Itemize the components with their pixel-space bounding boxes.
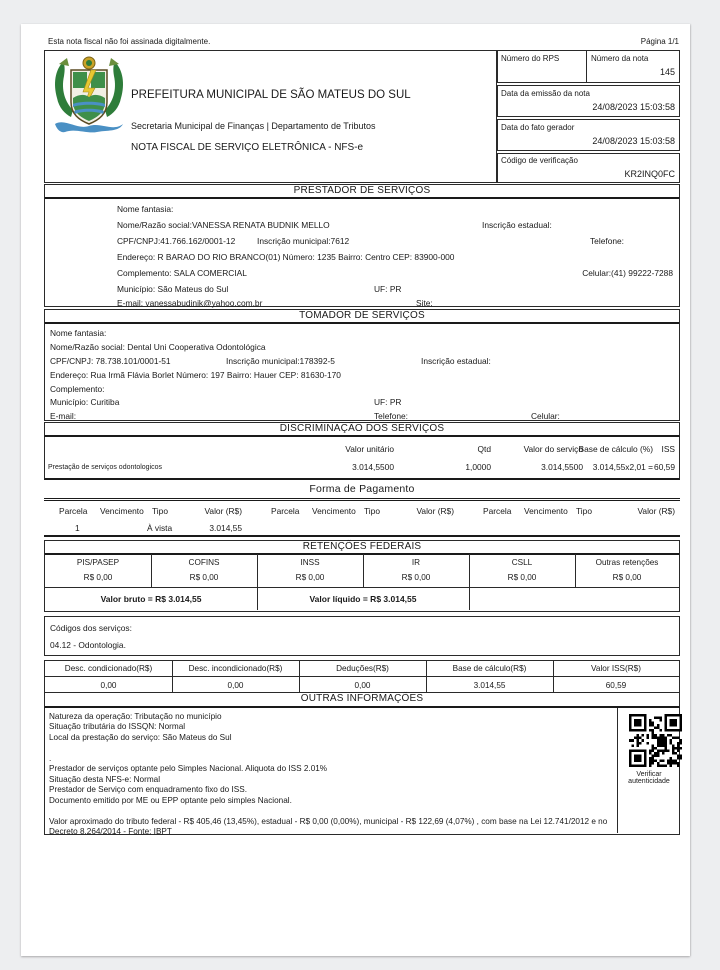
retentions-table	[44, 554, 680, 612]
invoice-number-label: Número da nota	[591, 54, 649, 63]
service-qty: 1,0000	[465, 462, 491, 472]
provider-address-complement: Complemento: SALA COMERCIAL	[117, 268, 247, 278]
rps-nota-box	[497, 50, 680, 83]
services-col-qty: Qtd	[477, 444, 491, 454]
payment-section-title: Forma de Pagamento	[44, 483, 680, 501]
customer-state: UF: PR	[374, 397, 402, 407]
service-unit-value: 3.014,5500	[352, 462, 394, 472]
issuer-department: Secretaria Municipal de Finanças | Departamento de Tributos	[131, 121, 376, 131]
taxable-event-date-value: 24/08/2023 15:03:58	[592, 136, 675, 146]
provider-cpf-cnpj: CPF/CNPJ:41.766.162/0001-12	[117, 236, 236, 246]
services-col-calc-base: Base de cálculo (%)	[578, 444, 653, 454]
gross-value: Valor bruto = R$ 3.014,55	[100, 594, 202, 604]
issue-date-value: 24/08/2023 15:03:58	[592, 102, 675, 112]
retention-inss-value: R$ 0,00	[295, 573, 325, 582]
customer-municipal-registration: Inscrição municipal:178392-5	[226, 356, 335, 366]
provider-trade-name-label: Nome fantasia:	[117, 204, 174, 214]
provider-address: Endereço: R BARAO DO RIO BRANCO(01) Número: 1235 Bairro: Centro CEP: 83900-000	[117, 252, 455, 262]
customer-legal-name: Nome/Razão social: Dental Uni Cooperativa Odontológica	[50, 342, 266, 352]
customer-trade-name-label: Nome fantasia:	[50, 328, 107, 338]
provider-legal-name: Nome/Razão social:VANESSA RENATA BUDNIK MELLO	[117, 220, 330, 230]
iss-value-label: Valor ISS(R$)	[591, 664, 641, 673]
payment-table	[44, 501, 680, 537]
retention-ir-value: R$ 0,00	[401, 573, 431, 582]
cond-discount-label: Desc. condicionado(R$)	[64, 664, 153, 673]
other-info-line	[49, 743, 609, 753]
payment-type-value: À vista	[147, 523, 173, 533]
other-info-line: Local da prestação do serviço: São Mateus do Sul	[49, 732, 232, 742]
payment-col-value-3: Valor (R$)	[637, 506, 675, 516]
other-info-line: .	[49, 753, 52, 763]
retention-cofins-label: COFINS	[188, 558, 220, 567]
iss-amount-value: 60,59	[605, 681, 627, 690]
customer-address-complement-label: Complemento:	[50, 384, 105, 394]
customer-address: Endereço: Rua Irmã Flávia Borlet Número: 197 Bairro: Hauer CEP: 81630-170	[50, 370, 341, 380]
provider-city: Município: São Mateus do Sul	[117, 284, 229, 294]
cond-discount-value: 0,00	[100, 681, 117, 690]
retention-pis-value: R$ 0,00	[83, 573, 113, 582]
provider-mobile: Celular:(41) 99222-7288	[582, 268, 673, 278]
service-value: 3.014,5500	[541, 462, 583, 472]
taxable-event-date-label: Data do fato gerador	[501, 123, 575, 132]
provider-section-title: PRESTADOR DE SERVIÇOS	[44, 184, 680, 199]
provider-phone-label: Telefone:	[590, 236, 624, 246]
other-info-line: Prestador de Serviço com enquadramento fixo do ISS.	[49, 785, 247, 795]
customer-section-box	[44, 323, 680, 421]
customer-phone-label: Telefone:	[374, 411, 408, 421]
invoice-number-value: 145	[659, 67, 675, 77]
retention-ir-label: IR	[411, 558, 421, 567]
retention-cofins-value: R$ 0,00	[189, 573, 219, 582]
payment-col-due-date-2: Vencimento	[312, 506, 356, 516]
page-indicator: Página 1/1	[640, 37, 679, 46]
customer-email-label: E-mail:	[50, 411, 77, 421]
issue-date-label: Data da emissão da nota	[501, 89, 590, 98]
payment-col-installment-1: Parcela	[59, 506, 88, 516]
payment-col-installment-2: Parcela	[271, 506, 300, 516]
verification-code-value: KR2INQ0FC	[624, 169, 675, 179]
other-info-line: Situação tributária do ISSQN: Normal	[49, 722, 186, 732]
services-section-title: DISCRIMINAÇÃO DOS SERVIÇOS	[44, 422, 680, 437]
header-issuer-box	[44, 50, 497, 183]
document-title: NOTA FISCAL DE SERVIÇO ELETRÔNICA - NFS-e	[131, 142, 364, 153]
service-code-value: 04.12 - Odontologia.	[50, 640, 126, 650]
net-value: Valor líquido = R$ 3.014,55	[309, 594, 417, 604]
other-info-text	[49, 712, 609, 837]
calc-base-label: Base de cálculo(R$)	[452, 664, 527, 673]
services-table	[44, 437, 680, 480]
customer-city: Município: Curitiba	[50, 397, 120, 407]
verification-code-box	[497, 153, 680, 183]
payment-col-installment-3: Parcela	[483, 506, 512, 516]
provider-site-label: Site:	[416, 298, 433, 308]
other-info-line: Prestador de serviços optante pelo Simples Nacional. Aliquota do ISS 2.01%	[49, 764, 328, 774]
payment-col-type-2: Tipo	[364, 506, 380, 516]
other-info-box	[44, 708, 680, 835]
deductions-value: 0,00	[354, 681, 371, 690]
retention-csll-label: CSLL	[511, 558, 533, 567]
service-calc-base: 3.014,55x2,01 =	[592, 462, 653, 472]
deductions-label: Deduções(R$)	[336, 664, 389, 673]
payment-amount-value: 3.014,55	[209, 523, 242, 533]
payment-col-type-3: Tipo	[576, 506, 592, 516]
services-col-unit-value: Valor unitário	[345, 444, 394, 454]
provider-state-registration-label: Inscrição estadual:	[482, 220, 552, 230]
services-col-service-value: Valor do serviço	[523, 444, 583, 454]
digital-signature-note: Esta nota fiscal não foi assinada digitalmente.	[48, 37, 211, 46]
customer-cpf-cnpj: CPF/CNPJ: 78.738.101/0001-51	[50, 356, 171, 366]
other-info-section-title: OUTRAS INFORMAÇÕES	[44, 692, 680, 708]
payment-col-due-date-3: Vencimento	[524, 506, 568, 516]
issue-date-box	[497, 85, 680, 117]
payment-col-value-1: Valor (R$)	[204, 506, 242, 516]
rps-number-label: Número do RPS	[501, 54, 560, 63]
uncond-discount-value: 0,00	[227, 681, 244, 690]
services-col-iss: ISS	[661, 444, 675, 454]
customer-state-registration-label: Inscrição estadual:	[421, 356, 491, 366]
other-info-line: Natureza da operação: Tributação no município	[49, 712, 222, 721]
service-codes-label: Códigos dos serviços:	[50, 623, 132, 633]
payment-installment-value: 1	[75, 523, 80, 533]
calc-base-value: 3.014,55	[473, 681, 506, 690]
provider-municipal-registration: Inscrição municipal:7612	[257, 236, 350, 246]
payment-col-type-1: Tipo	[152, 506, 168, 516]
document-page	[21, 24, 690, 956]
customer-mobile-label: Celular:	[531, 411, 560, 421]
service-description: Prestação de serviços odontologicos	[48, 464, 163, 471]
payment-col-value-2: Valor (R$)	[416, 506, 454, 516]
other-info-line: Documento emitido por ME ou EPP optante pelo simples Nacional.	[49, 795, 292, 805]
provider-section-box	[44, 198, 680, 307]
municipality-coat-of-arms-logo	[49, 54, 129, 140]
retention-others-value: R$ 0,00	[612, 573, 642, 582]
taxable-event-date-box	[497, 119, 680, 151]
retentions-section-title: RETENÇÕES FEDERAIS	[44, 540, 680, 555]
provider-email: E-mail: vanessabudinik@yahoo.com.br	[117, 298, 263, 308]
retention-others-label: Outras retenções	[595, 558, 659, 567]
other-info-line	[49, 806, 609, 816]
service-codes-box	[44, 616, 680, 656]
qr-code	[629, 714, 682, 767]
verification-code-label: Código de verificação	[501, 156, 578, 165]
payment-col-due-date-1: Vencimento	[100, 506, 144, 516]
approximate-tax-line: Valor aproximado do tributo federal - R$ 405,46 (13,45%), estadual - R$ 0,00 (0,00%), municipal - R$ 122,69 (4,07%) , com base na Lei 12.741/2012 e no Decreto 8.264/2014 - Fonte: IBPT	[49, 816, 608, 836]
other-info-line: Situação desta NFS-e: Normal	[49, 774, 161, 784]
provider-state: UF: PR	[374, 284, 402, 294]
issuer-name: PREFEITURA MUNICIPAL DE SÃO MATEUS DO SUL	[131, 89, 411, 101]
uncond-discount-label: Desc. incondicionado(R$)	[188, 664, 283, 673]
retention-pis-label: PIS/PASEP	[76, 558, 120, 567]
customer-section-title: TOMADOR DE SERVIÇOS	[44, 309, 680, 324]
service-iss: 60,59	[654, 462, 675, 472]
retention-inss-label: INSS	[300, 558, 320, 567]
retention-csll-value: R$ 0,00	[507, 573, 537, 582]
qr-code-caption: Verificar autenticidade	[628, 771, 670, 785]
calculation-table	[44, 660, 680, 694]
